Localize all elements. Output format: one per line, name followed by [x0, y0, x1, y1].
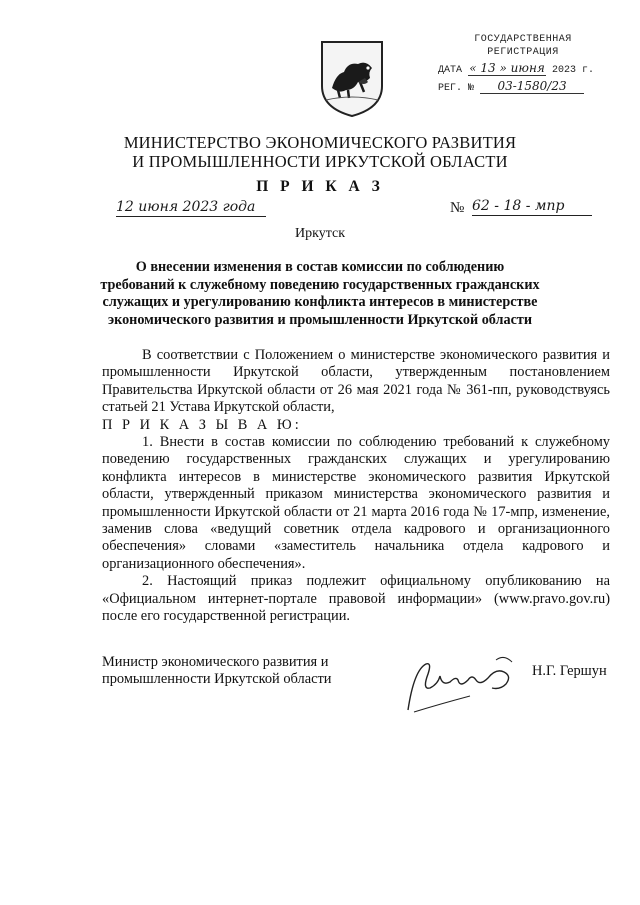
stamp-year: 2023 г. [552, 65, 595, 76]
order-word: П Р И К А З Ы В А Ю: [102, 416, 302, 433]
order-number-label: № [450, 200, 465, 216]
stamp-reg-label: РЕГ. № [438, 83, 475, 94]
registration-stamp [438, 33, 608, 95]
stamp-reg-value: 03-1580/23 [480, 80, 584, 94]
order-number: 62 - 18 - мпр [472, 198, 592, 216]
stamp-reg-row [438, 80, 608, 95]
stamp-date-value: « 13 » июня [469, 61, 545, 75]
ministry-line1: МИНИСТЕРСТВО ЭКОНОМИЧЕСКОГО РАЗВИТИЯ [123, 133, 517, 152]
handwritten-signature [400, 650, 530, 720]
ministry-line2: И ПРОМЫШЛЕННОСТИ ИРКУТСКОЙ ОБЛАСТИ [132, 152, 508, 171]
signatory-position [102, 654, 331, 688]
order-title: О внесении изменения в состав комиссии по соблюдению требований к служебному поведению государственных гражданских служащих и урегулированию конфликта интересов в министерстве экономического развития и промышленности Иркутской области [100, 259, 540, 328]
irkutsk-coat-of-arms-icon [318, 38, 386, 118]
order-item-2: 2. Настоящий приказ подлежит официальному опубликованию на «Официальном интернет-портале правовой информации» (www.pravo.gov.ru) после его государственной регистрации. [102, 573, 610, 625]
stamp-title-line1: ГОСУДАРСТВЕННАЯ [474, 34, 572, 45]
ministry-header [0, 133, 640, 171]
coat-of-arms-emblem [318, 38, 386, 118]
order-item-1: 1. Внести в состав комиссии по соблюдению требований к служебному поведению государственных гражданских служащих и урегулированию конфликта интересов в министерстве экономического развития Иркутской области, утвержденный приказом министерства экономического развития и промышленности Иркутской области от 21 марта 2016 года № 17-мпр, изменение, заменив слова «ведущий советник отдела кадрового и организационного обеспечения» словами «заместитель начальника отдела кадрового и организационного обеспечения». [102, 434, 610, 572]
signatory-name: Н.Г. Гершун [532, 663, 607, 679]
stamp-title-line2: РЕГИСТРАЦИЯ [487, 47, 559, 58]
signatory-position-line1: Министр экономического развития и [102, 654, 329, 670]
signatory-position-line2: промышленности Иркутской области [102, 671, 332, 687]
order-body [102, 347, 610, 626]
order-date: 12 июня 2023 года [116, 199, 266, 217]
stamp-date-label: ДАТА [438, 65, 463, 76]
stamp-date-row [438, 62, 608, 77]
city: Иркутск [294, 226, 346, 241]
document-type: П Р И К А З [256, 178, 384, 195]
preamble-paragraph: В соответствии с Положением о министерстве экономического развития и промышленности Иркутской области, утвержденным постановлением Правительства Иркутской области от 26 мая 2021 года № 361-пп, руководствуясь статьей 21 Устава Иркутской области, [102, 347, 610, 416]
signature-icon [400, 650, 530, 720]
